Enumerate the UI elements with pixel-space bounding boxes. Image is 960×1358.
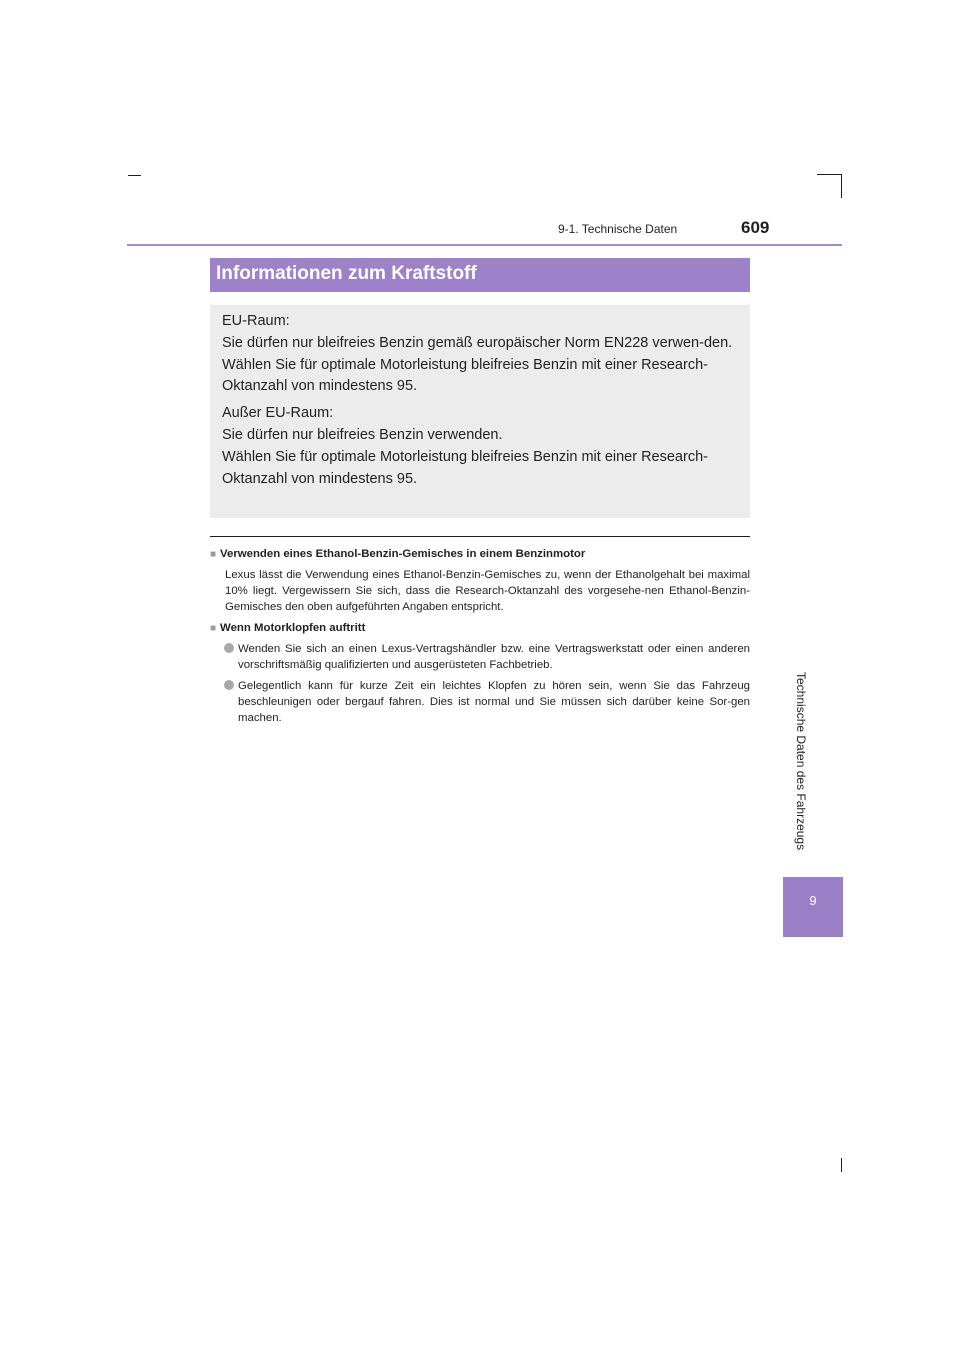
- crop-mark: [128, 175, 141, 176]
- knocking-heading-text: Wenn Motorklopfen auftritt: [220, 622, 366, 634]
- list-item-text: Wenden Sie sich an einen Lexus-Vertragshändler bzw. eine Vertragswerkstatt oder einen anderen vorschriftsmäßig qualifizierten und ausgerüsteten Fachbetrieb.: [238, 643, 750, 671]
- chapter-number: 9: [809, 893, 817, 908]
- non-eu-label: Außer EU-Raum:: [222, 405, 334, 422]
- crop-mark: [841, 1158, 842, 1172]
- ethanol-heading-text: Verwenden eines Ethanol-Benzin-Gemisches in einem Benzinmotor: [220, 548, 586, 560]
- round-bullet-icon: [224, 643, 234, 653]
- list-item: [238, 641, 750, 673]
- ethanol-heading: [210, 546, 750, 563]
- square-bullet-icon: ■: [210, 623, 217, 634]
- non-eu-requirement: Sie dürfen nur bleifreies Benzin verwenden.: [222, 426, 503, 443]
- eu-label: EU-Raum:: [222, 313, 290, 329]
- chapter-title-vertical: Technische Daten des Fahrzeugs: [794, 672, 808, 851]
- list-item: [238, 678, 750, 726]
- page-number: 609: [741, 218, 770, 237]
- section-title-bar: [210, 258, 750, 292]
- eu-block: [222, 311, 740, 398]
- eu-requirement: Sie dürfen nur bleifreies Benzin gemäß europäischer Norm EN228 verwen-den.: [222, 334, 733, 351]
- section-title: Informationen zum Kraftstoff: [216, 263, 477, 284]
- section-divider: [210, 536, 750, 537]
- ethanol-text: Lexus lässt die Verwendung eines Ethanol-Benzin-Gemisches zu, wenn der Ethanolgehalt bei maximal 10% liegt. Vergewissern Sie sich, dass die Research-Oktanzahl des vorgesehe-nen Ethanol-Benzin-Gemisches den oben aufgeführten Angaben entspricht.: [225, 569, 750, 613]
- crop-mark: [841, 174, 842, 198]
- list-item-text: Gelegentlich kann für kurze Zeit ein leichtes Klopfen zu hören sein, wenn Sie das Fahrzeug beschleunigen oder bergauf fahren. Dies ist normal und Sie müssen sich darüber keine Sor-gen machen.: [238, 680, 750, 724]
- crop-mark: [817, 174, 842, 175]
- knocking-heading: [210, 620, 750, 637]
- round-bullet-icon: [224, 680, 234, 690]
- eu-recommendation: Wählen Sie für optimale Motorleistung bleifreies Benzin mit einer Research-Oktanzahl von mindestens 95.: [222, 356, 708, 395]
- chapter-tab: [783, 877, 843, 937]
- non-eu-block: [222, 403, 740, 490]
- running-header-section: 9-1. Technische Daten: [558, 222, 678, 236]
- notes-section: [210, 546, 750, 731]
- fuel-info-box: [210, 305, 750, 518]
- square-bullet-icon: ■: [210, 549, 217, 560]
- non-eu-recommendation: Wählen Sie für optimale Motorleistung bleifreies Benzin mit einer Research-Oktanzahl von mindestens 95.: [222, 448, 708, 487]
- header-rule: [127, 244, 842, 246]
